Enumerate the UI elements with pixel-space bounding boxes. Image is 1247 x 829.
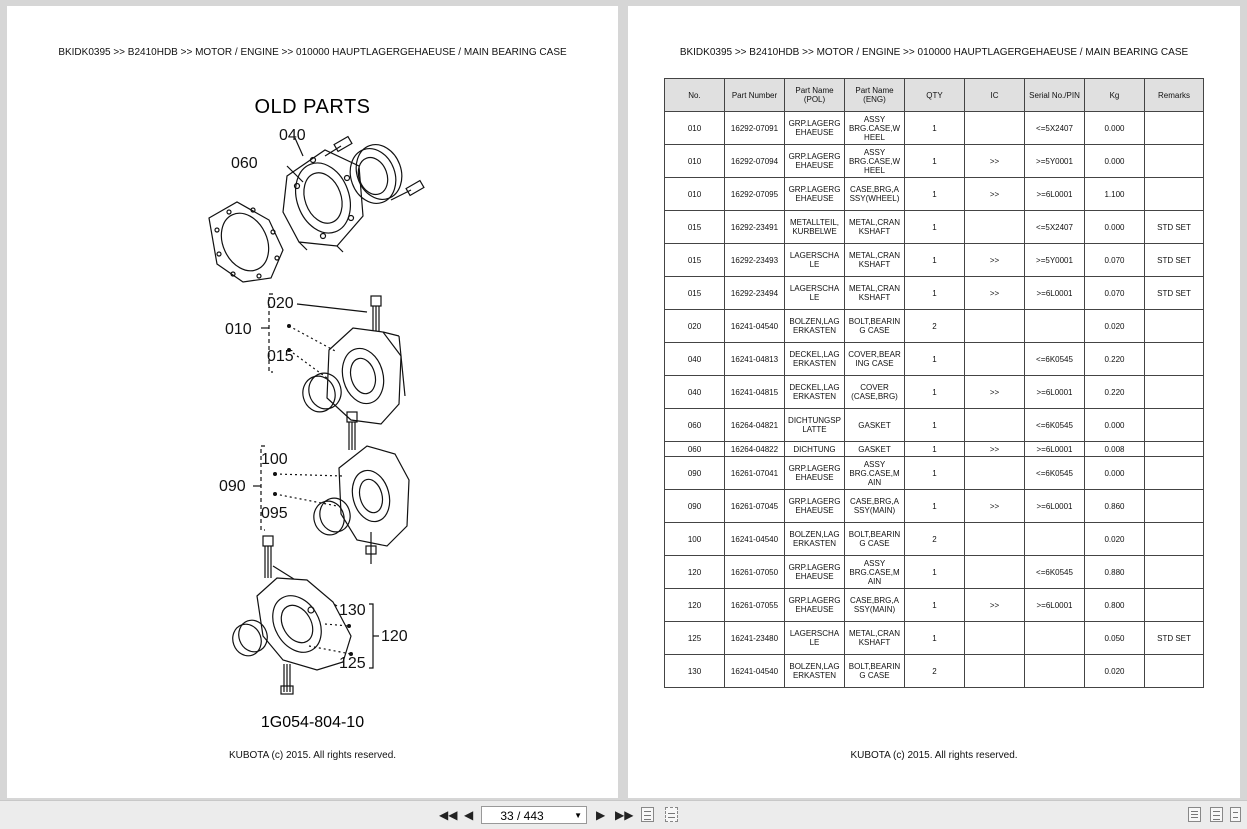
callout-090: 090 bbox=[219, 478, 246, 495]
table-cell: METAL,CRAN KSHAFT bbox=[845, 244, 905, 277]
table-cell: 16292-23493 bbox=[725, 244, 785, 277]
table-cell: 1 bbox=[905, 589, 965, 622]
table-cell: GRP.LAGERG EHAEUSE bbox=[785, 589, 845, 622]
table-cell bbox=[965, 112, 1025, 145]
table-cell: <=6K0545 bbox=[1025, 457, 1085, 490]
bearing-case-120-drawing bbox=[257, 578, 351, 670]
table-cell: 1 bbox=[905, 178, 965, 211]
table-cell: LAGERSCHA LE bbox=[785, 277, 845, 310]
table-cell: >> bbox=[965, 490, 1025, 523]
parts-table-header-row bbox=[665, 79, 1204, 112]
chevron-down-icon: ▼ bbox=[574, 811, 582, 820]
table-cell: 1 bbox=[905, 244, 965, 277]
table-cell: 16261-07050 bbox=[725, 556, 785, 589]
table-row bbox=[665, 211, 1204, 244]
table-cell: 1 bbox=[905, 556, 965, 589]
breadcrumb: BKIDK0395 >> B2410HDB >> MOTOR / ENGINE >> 010000 HAUPTLAGERGEHAEUSE / MAIN BEARING CASE bbox=[679, 47, 1189, 58]
table-cell: STD SET bbox=[1145, 244, 1204, 277]
table-cell: >> bbox=[965, 145, 1025, 178]
col-header: No. bbox=[665, 79, 725, 112]
table-cell: 015 bbox=[665, 277, 725, 310]
table-cell: BOLZEN,LAG ERKASTEN bbox=[785, 523, 845, 556]
col-header: Remarks bbox=[1145, 79, 1204, 112]
table-cell bbox=[965, 523, 1025, 556]
table-cell bbox=[1145, 655, 1204, 688]
table-cell: DECKEL,LAG ERKASTEN bbox=[785, 376, 845, 409]
table-cell: ASSY BRG.CASE,W HEEL bbox=[845, 145, 905, 178]
table-cell: 16241-04815 bbox=[725, 376, 785, 409]
table-cell: GRP.LAGERG EHAEUSE bbox=[785, 112, 845, 145]
table-cell: >> bbox=[965, 442, 1025, 457]
breadcrumb: BKIDK0395 >> B2410HDB >> MOTOR / ENGINE >> 010000 HAUPTLAGERGEHAEUSE / MAIN BEARING CASE bbox=[58, 47, 567, 58]
table-cell: >=5Y0001 bbox=[1025, 244, 1085, 277]
table-cell: 125 bbox=[665, 622, 725, 655]
col-header: Part Number bbox=[725, 79, 785, 112]
table-cell bbox=[1145, 556, 1204, 589]
table-cell: 2 bbox=[905, 655, 965, 688]
table-row bbox=[665, 277, 1204, 310]
table-cell bbox=[1025, 622, 1085, 655]
table-cell: 1 bbox=[905, 409, 965, 442]
table-cell: 0.220 bbox=[1085, 376, 1145, 409]
table-cell: 060 bbox=[665, 409, 725, 442]
col-header: IC bbox=[965, 79, 1025, 112]
table-cell: 16292-23494 bbox=[725, 277, 785, 310]
table-cell: 0.070 bbox=[1085, 244, 1145, 277]
table-cell: 0.000 bbox=[1085, 145, 1145, 178]
table-cell: BOLT,BEARIN G CASE bbox=[845, 523, 905, 556]
table-cell: 16241-04540 bbox=[725, 655, 785, 688]
figure-title: OLD PARTS bbox=[254, 96, 371, 118]
table-cell: CASE,BRG,A SSY(MAIN) bbox=[845, 490, 905, 523]
table-cell: DICHTUNG bbox=[785, 442, 845, 457]
callout-130: 130 bbox=[339, 602, 366, 619]
table-cell: METAL,CRAN KSHAFT bbox=[845, 211, 905, 244]
table-cell: GASKET bbox=[845, 409, 905, 442]
table-cell: BOLZEN,LAG ERKASTEN bbox=[785, 310, 845, 343]
table-cell: 015 bbox=[665, 211, 725, 244]
table-cell bbox=[1145, 178, 1204, 211]
table-cell bbox=[965, 655, 1025, 688]
table-cell: 16292-07094 bbox=[725, 145, 785, 178]
table-cell: CASE,BRG,A SSY(WHEEL) bbox=[845, 178, 905, 211]
col-header: Part Name (POL) bbox=[785, 79, 845, 112]
table-row bbox=[665, 112, 1204, 145]
table-row bbox=[665, 655, 1204, 688]
callout-095: 095 bbox=[261, 505, 288, 522]
table-cell bbox=[1145, 343, 1204, 376]
table-cell: STD SET bbox=[1145, 211, 1204, 244]
left-page bbox=[7, 6, 618, 798]
table-cell: 0.000 bbox=[1085, 409, 1145, 442]
table-cell: >> bbox=[965, 277, 1025, 310]
table-cell: 1 bbox=[905, 277, 965, 310]
table-cell: 0.880 bbox=[1085, 556, 1145, 589]
table-cell: 010 bbox=[665, 145, 725, 178]
table-cell bbox=[965, 310, 1025, 343]
callout-020: 020 bbox=[267, 295, 294, 312]
exploded-parts-diagram bbox=[7, 6, 618, 746]
first-page-icon[interactable]: ◀◀ bbox=[439, 808, 458, 822]
table-cell: 100 bbox=[665, 523, 725, 556]
table-row bbox=[665, 556, 1204, 589]
two-page-view-icon[interactable] bbox=[1210, 807, 1223, 822]
table-cell: 16261-07041 bbox=[725, 457, 785, 490]
table-cell: GRP.LAGERG EHAEUSE bbox=[785, 145, 845, 178]
table-row bbox=[665, 490, 1204, 523]
table-cell: >=6L0001 bbox=[1025, 178, 1085, 211]
copyright-footer: KUBOTA (c) 2015. All rights reserved. bbox=[850, 750, 1018, 761]
parts-table bbox=[664, 78, 1204, 688]
table-cell bbox=[1145, 112, 1204, 145]
table-cell: >> bbox=[965, 244, 1025, 277]
table-cell: 16292-23491 bbox=[725, 211, 785, 244]
table-cell bbox=[965, 409, 1025, 442]
table-cell bbox=[965, 457, 1025, 490]
table-cell: 0.070 bbox=[1085, 277, 1145, 310]
table-cell: 1 bbox=[905, 145, 965, 178]
copyright-footer: KUBOTA (c) 2015. All rights reserved. bbox=[228, 750, 397, 761]
table-cell: 16241-04540 bbox=[725, 523, 785, 556]
table-cell: GRP.LAGERG EHAEUSE bbox=[785, 556, 845, 589]
table-row bbox=[665, 310, 1204, 343]
table-cell: LAGERSCHA LE bbox=[785, 244, 845, 277]
table-cell: 015 bbox=[665, 244, 725, 277]
table-cell bbox=[1145, 442, 1204, 457]
col-header: Serial No./PIN bbox=[1025, 79, 1085, 112]
table-cell: 120 bbox=[665, 556, 725, 589]
table-cell: BOLT,BEARIN G CASE bbox=[845, 310, 905, 343]
table-cell: 16264-04822 bbox=[725, 442, 785, 457]
viewer-toolbar bbox=[0, 800, 1247, 829]
table-cell: 1 bbox=[905, 343, 965, 376]
table-cell: >> bbox=[965, 589, 1025, 622]
table-cell: CASE,BRG,A SSY(MAIN) bbox=[845, 589, 905, 622]
table-cell: 1.100 bbox=[1085, 178, 1145, 211]
table-cell: 0.800 bbox=[1085, 589, 1145, 622]
table-cell bbox=[1145, 409, 1204, 442]
table-cell bbox=[965, 343, 1025, 376]
col-header: QTY bbox=[905, 79, 965, 112]
table-cell: >=6L0001 bbox=[1025, 277, 1085, 310]
table-cell: 16241-23480 bbox=[725, 622, 785, 655]
table-cell: METALLTEIL, KURBELWE bbox=[785, 211, 845, 244]
table-cell: 0.860 bbox=[1085, 490, 1145, 523]
table-row bbox=[665, 523, 1204, 556]
table-cell: 040 bbox=[665, 376, 725, 409]
table-cell: >=6L0001 bbox=[1025, 589, 1085, 622]
table-cell: <=6K0545 bbox=[1025, 343, 1085, 376]
callout-015: 015 bbox=[267, 348, 294, 365]
table-cell: 2 bbox=[905, 310, 965, 343]
callout-040: 040 bbox=[279, 127, 306, 144]
callout-125: 125 bbox=[339, 655, 366, 672]
table-row bbox=[665, 376, 1204, 409]
table-cell bbox=[1145, 376, 1204, 409]
table-cell: DICHTUNGSP LATTE bbox=[785, 409, 845, 442]
next-page-icon[interactable]: ▶ bbox=[596, 808, 606, 822]
table-cell: 16292-07095 bbox=[725, 178, 785, 211]
fit-width-icon[interactable] bbox=[665, 807, 678, 822]
table-cell: 1 bbox=[905, 622, 965, 655]
page-number-select[interactable] bbox=[481, 806, 587, 824]
callout-100: 100 bbox=[261, 451, 288, 468]
table-cell: 16241-04813 bbox=[725, 343, 785, 376]
table-cell: 1 bbox=[905, 490, 965, 523]
figure-code: 1G054-804-10 bbox=[260, 714, 365, 731]
fit-page-icon[interactable] bbox=[641, 807, 654, 822]
table-cell bbox=[965, 211, 1025, 244]
table-cell: COVER,BEAR ING CASE bbox=[845, 343, 905, 376]
gasket-drawing bbox=[209, 202, 283, 282]
table-cell: 0.020 bbox=[1085, 655, 1145, 688]
table-cell: 090 bbox=[665, 457, 725, 490]
table-cell: 0.220 bbox=[1085, 343, 1145, 376]
table-cell: STD SET bbox=[1145, 277, 1204, 310]
table-cell: 16264-04821 bbox=[725, 409, 785, 442]
table-row bbox=[665, 178, 1204, 211]
callout-010: 010 bbox=[225, 321, 252, 338]
table-cell: ASSY BRG.CASE,M AIN bbox=[845, 457, 905, 490]
table-cell: >> bbox=[965, 178, 1025, 211]
table-cell: LAGERSCHA LE bbox=[785, 622, 845, 655]
table-cell: 040 bbox=[665, 343, 725, 376]
table-cell bbox=[965, 556, 1025, 589]
table-cell: 0.020 bbox=[1085, 310, 1145, 343]
table-cell bbox=[965, 622, 1025, 655]
table-cell: 0.000 bbox=[1085, 112, 1145, 145]
table-cell bbox=[1145, 310, 1204, 343]
table-cell: 1 bbox=[905, 211, 965, 244]
table-cell: 090 bbox=[665, 490, 725, 523]
table-cell: 16292-07091 bbox=[725, 112, 785, 145]
table-cell bbox=[1145, 490, 1204, 523]
table-row bbox=[665, 442, 1204, 457]
table-row bbox=[665, 409, 1204, 442]
table-row bbox=[665, 343, 1204, 376]
table-cell: 0.050 bbox=[1085, 622, 1145, 655]
table-row bbox=[665, 457, 1204, 490]
table-cell bbox=[1145, 589, 1204, 622]
table-row bbox=[665, 589, 1204, 622]
table-cell: 020 bbox=[665, 310, 725, 343]
callout-060: 060 bbox=[231, 155, 258, 172]
table-cell: 16261-07055 bbox=[725, 589, 785, 622]
table-cell bbox=[1025, 655, 1085, 688]
table-cell: 120 bbox=[665, 589, 725, 622]
continuous-view-icon[interactable] bbox=[1230, 807, 1241, 822]
table-cell: METAL,CRAN KSHAFT bbox=[845, 622, 905, 655]
table-cell: GRP.LAGERG EHAEUSE bbox=[785, 178, 845, 211]
table-cell: 0.008 bbox=[1085, 442, 1145, 457]
table-cell bbox=[1145, 523, 1204, 556]
table-cell: 1 bbox=[905, 112, 965, 145]
table-cell: 2 bbox=[905, 523, 965, 556]
table-cell: >=5Y0001 bbox=[1025, 145, 1085, 178]
table-cell: <=5X2407 bbox=[1025, 211, 1085, 244]
table-cell: 010 bbox=[665, 178, 725, 211]
table-cell: 1 bbox=[905, 457, 965, 490]
table-cell: <=6K0545 bbox=[1025, 409, 1085, 442]
table-cell bbox=[1025, 310, 1085, 343]
table-cell: METAL,CRAN KSHAFT bbox=[845, 277, 905, 310]
table-cell: 1 bbox=[905, 442, 965, 457]
table-cell: <=5X2407 bbox=[1025, 112, 1085, 145]
table-cell: GRP.LAGERG EHAEUSE bbox=[785, 490, 845, 523]
table-cell: 0.000 bbox=[1085, 211, 1145, 244]
table-cell: 060 bbox=[665, 442, 725, 457]
table-cell: COVER (CASE,BRG) bbox=[845, 376, 905, 409]
table-row bbox=[665, 622, 1204, 655]
last-page-icon[interactable]: ▶▶ bbox=[615, 808, 634, 822]
table-cell: <=6K0545 bbox=[1025, 556, 1085, 589]
right-page bbox=[628, 6, 1240, 798]
table-cell: 1 bbox=[905, 376, 965, 409]
table-cell: GRP.LAGERG EHAEUSE bbox=[785, 457, 845, 490]
table-cell: 0.020 bbox=[1085, 523, 1145, 556]
table-row bbox=[665, 244, 1204, 277]
table-cell: DECKEL,LAG ERKASTEN bbox=[785, 343, 845, 376]
table-cell: >> bbox=[965, 376, 1025, 409]
table-cell: ASSY BRG.CASE,M AIN bbox=[845, 556, 905, 589]
col-header: Kg bbox=[1085, 79, 1145, 112]
table-cell: 0.000 bbox=[1085, 457, 1145, 490]
table-cell: 16241-04540 bbox=[725, 310, 785, 343]
page-number-value: 33 / 443 bbox=[500, 809, 544, 823]
table-cell: >=6L0001 bbox=[1025, 376, 1085, 409]
callout-120: 120 bbox=[381, 628, 408, 645]
bearing-case-090-drawing bbox=[339, 446, 409, 546]
table-cell: ASSY BRG.CASE,W HEEL bbox=[845, 112, 905, 145]
table-row bbox=[665, 145, 1204, 178]
table-cell bbox=[1145, 145, 1204, 178]
table-cell bbox=[1025, 523, 1085, 556]
prev-page-icon[interactable]: ◀ bbox=[464, 808, 474, 822]
bearing-case-010-drawing bbox=[327, 328, 405, 424]
table-cell: >=6L0001 bbox=[1025, 490, 1085, 523]
table-cell: BOLZEN,LAG ERKASTEN bbox=[785, 655, 845, 688]
table-cell: BOLT,BEARIN G CASE bbox=[845, 655, 905, 688]
col-header: Part Name (ENG) bbox=[845, 79, 905, 112]
table-cell: 16261-07045 bbox=[725, 490, 785, 523]
single-page-view-icon[interactable] bbox=[1188, 807, 1201, 822]
table-cell: 010 bbox=[665, 112, 725, 145]
table-cell: GASKET bbox=[845, 442, 905, 457]
table-cell: 130 bbox=[665, 655, 725, 688]
table-cell: >=6L0001 bbox=[1025, 442, 1085, 457]
table-cell bbox=[1145, 457, 1204, 490]
table-cell: STD SET bbox=[1145, 622, 1204, 655]
